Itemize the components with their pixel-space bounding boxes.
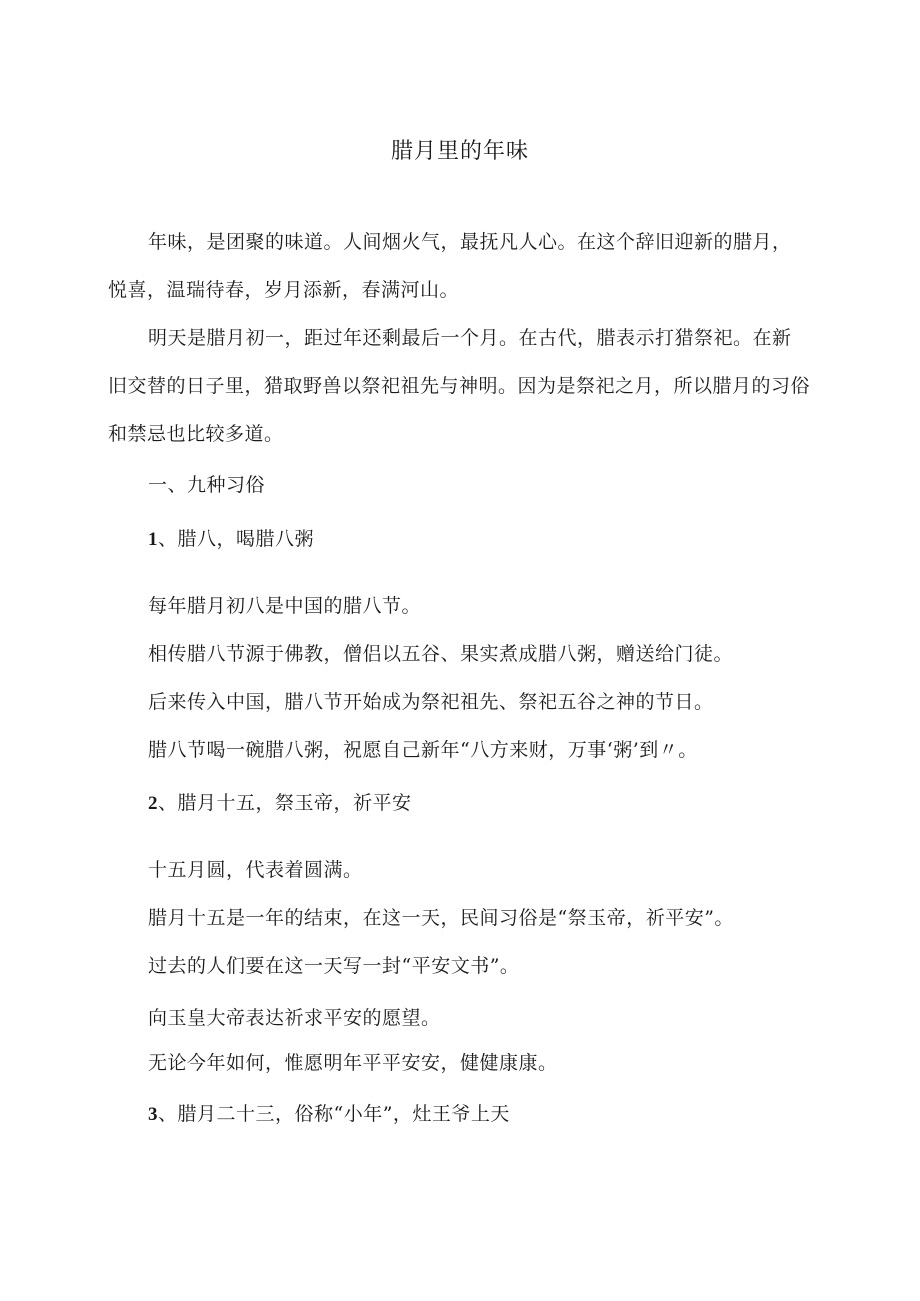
item-1-line: 每年腊月初八是中国的腊八节。: [148, 595, 422, 617]
item-title: 、腊八，喝腊八粥: [158, 528, 315, 550]
item-2-line: 无论今年如何，惟愿明年平平安安，健健康康。: [148, 1052, 558, 1074]
section-heading: 一、九种习俗: [148, 474, 266, 496]
item-heading-1: [148, 524, 314, 551]
document-title: 腊月里的年味: [390, 139, 529, 164]
item-1-line: 后来传入中国，腊八节开始成为祭祀祖先、祭祀五谷之神的节日。: [148, 691, 714, 713]
item-heading-2: [148, 788, 412, 815]
item-2-line: 过去的人们要在这一天写一封“平安文书”。: [148, 955, 520, 977]
item-2-line: 向玉皇大帝表达祈求平安的愿望。: [148, 1007, 441, 1029]
intro-paragraph-2: 明天是腊月初一，距过年还剩最后一个月。在古代，腊表示打猎祭祀。在新旧交替的日子里，猎取野兽以祭祀祖先与神明。因为是祭祀之月，所以腊月的习俗和禁忌也比较多道。: [108, 327, 811, 445]
item-2-line: 十五月圆，代表着圆满。: [148, 859, 363, 881]
item-1-line: 腊八节喝一碗腊八粥，祝愿自己新年“八方来财，万事‘粥’到〃。: [148, 739, 698, 761]
item-number: 1: [148, 529, 158, 550]
item-title: 、腊月十五，祭玉帝，祈平安: [158, 792, 412, 814]
item-1-line: 相传腊八节源于佛教，僧侣以五谷、果实煮成腊八粥，赠送给门徒。: [148, 643, 734, 665]
item-title: 、腊月二十三，俗称“小年”，灶王爷上天: [158, 1103, 510, 1125]
intro-paragraph-1: 年味，是团聚的味道。人间烟火气，最抚凡人心。在这个辞旧迎新的腊月，悦喜，温瑞待春，岁月添新，春满河山。: [108, 231, 792, 301]
item-heading-3: [148, 1099, 510, 1126]
item-2-line: 腊月十五是一年的结束，在这一天，民间习俗是“祭玉帝，祈平安”。: [148, 907, 734, 929]
item-number: 3: [148, 1104, 158, 1125]
item-number: 2: [148, 793, 158, 814]
